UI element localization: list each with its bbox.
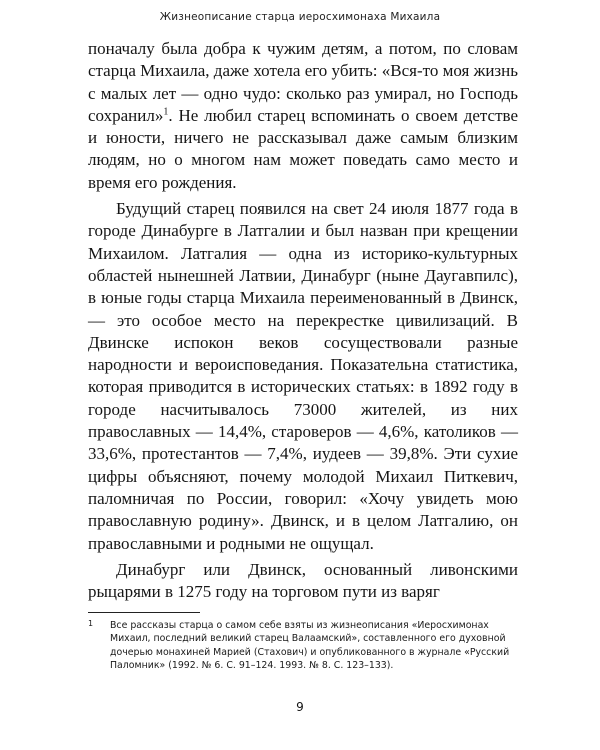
main-text <box>88 38 518 603</box>
footnote-reference: 1 <box>163 106 169 118</box>
paragraph-1-text: поначалу была добра к чужим детям, а потом, по словам старца Михаила, даже хотела его убить: «Вся-то моя жизнь с малых лет — одно чудо: сколько раз умирал, но Господь сохранил» <box>88 39 518 125</box>
page-number: 9 <box>296 700 304 714</box>
paragraph-3: Динабург или Двинск, основанный ливонскими рыцарями в 1275 году на торговом пути из варяг <box>88 559 518 602</box>
footnote-number: 1 <box>88 619 94 628</box>
footnote-divider <box>88 612 200 613</box>
paragraph-1 <box>88 38 518 194</box>
footnote <box>88 619 518 673</box>
running-header: Жизнеописание старца иеросхимонаха Михаила <box>159 11 441 23</box>
paragraph-1-continuation: . Не любил старец вспоминать о своем детстве и юности, ничего не рассказывал даже самым близким людям, но о многом нам может поведать само место и время его рождения. <box>88 105 518 192</box>
paragraph-2: Будущий старец появился на свет 24 июля 1877 года в городе Динабурге в Латгалии и был назван при крещении Михаилом. Латгалия — одна из историко-культурных областей нынешней Латвии, Динабург (ныне Даугавпилс), в юные годы старца Михаила переименованный в Двинск, — это особое место на перекрестке цивилизаций. В Двинске испокон веков сосуществовали разные народности и вероисповедания. Показательна статистика, которая приводится в исторических статьях: в 1892 году в городе насчитывалось 73000 жителей, из них православных — 14,4%, староверов — 4,6%, католиков — 33,6%, протестантов — 7,4%, иудеев — 39,8%. Эти сухие цифры объясняют, почему молодой Михаил Питкевич, паломничая по России, говорил: «Хочу увидеть мою православную родину». Двинск, и в целом Латгалию, он православными и родными не ощущал. <box>88 199 518 553</box>
footnote-text: Все рассказы старца о самом себе взяты из жизнеописания «Иеросхимонах Михаил, последний великий старец Валаамский», составленного его духовной дочерью монахиней Марией (Стахович) и опубликованного в журнале «Русский Паломник» (1992. № 6. С. 91–124. 1993. № 8. С. 123–133). <box>110 620 510 672</box>
